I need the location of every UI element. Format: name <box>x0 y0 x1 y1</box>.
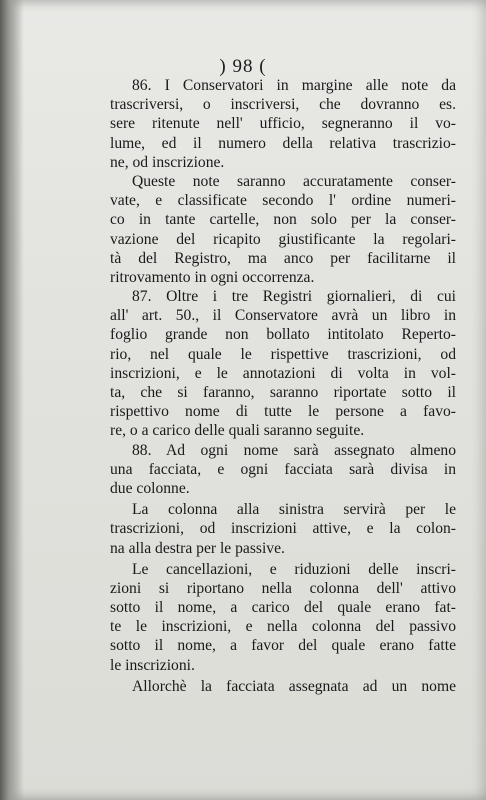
text-line: 88. Ad ogni nome sarà assegnato almeno <box>132 441 456 459</box>
paragraph-note-cartelle <box>110 172 456 287</box>
text-line: ritrovamento in ogni occorrenza. <box>110 268 315 286</box>
text-line: una facciata, e ogni facciata sarà divisa in <box>110 460 456 478</box>
text-line: 87. Oltre i tre Registri giornalieri, di cui <box>132 288 456 306</box>
paragraph-art-86 <box>110 76 456 172</box>
page-number: ) 98 ( <box>219 56 267 77</box>
text-line: La colonna alla sinistra servirà per le <box>132 501 456 519</box>
paragraph-cancellazioni <box>110 560 456 675</box>
text-line: inscrizioni, e le annotazioni di volta in vol- <box>110 364 456 382</box>
text-line: lume, ed il numero della relativa trascrizio- <box>110 134 456 152</box>
text-line: vate, e classificate secondo l' ordine numeri- <box>110 192 456 210</box>
text-line: rispettivo nome di tutte le persone a favo- <box>110 403 456 421</box>
text-line: tà del Registro, ma anco per facilitarne il <box>110 249 456 267</box>
text-line: due colonne. <box>110 479 190 497</box>
text-line: Allorchè la facciata assegnata ad un nome <box>132 677 456 695</box>
paragraph-colonne <box>110 500 456 558</box>
paragraph-art-88 <box>110 441 456 499</box>
text-line: all' art. 50., il Conservatore avrà un libro in <box>110 307 456 325</box>
text-line: zioni si riportano nella colonna dell' attivo <box>110 579 456 597</box>
text-line: 86. I Conservatori in margine alle note da <box>132 77 456 94</box>
text-line: Le cancellazioni, e riduzioni delle inscri- <box>132 560 456 578</box>
paragraph-art-87 <box>110 287 456 441</box>
text-line: co in tante cartelle, non solo per la conser- <box>110 211 456 229</box>
text-line: ta, che si faranno, saranno riportate sotto il <box>110 384 456 401</box>
text-line: Queste note saranno accuratamente conser- <box>132 172 456 190</box>
paragraph-allorche <box>110 677 456 696</box>
text-line: sotto il nome, a favor del quale erano fatte <box>110 637 456 655</box>
text-line: foglio grande non bollato intitolato Reperto- <box>110 326 456 344</box>
text-line: trascrizioni, od inscrizioni attive, e la colon- <box>110 520 456 538</box>
text-line: ne, od inscrizione. <box>110 153 225 171</box>
body-text <box>110 76 456 696</box>
text-line: sere ritenute nell' ufficio, segneranno il vo- <box>110 115 456 133</box>
text-line: rio, nel quale le rispettive trascrizioni, od <box>110 345 456 363</box>
text-line: re, o a carico delle quali saranno seguite. <box>110 422 365 440</box>
page-gutter-shadow <box>0 0 24 800</box>
text-line: le inscrizioni. <box>110 656 195 674</box>
text-line: na alla destra per le passive. <box>110 539 285 557</box>
text-line: vazione del ricapito giustificante la regolari- <box>110 230 456 248</box>
text-line: trascriversi, o inscriversi, che dovranno es. <box>110 96 456 114</box>
text-line: te le inscrizioni, e nella colonna del passivo <box>110 618 456 636</box>
text-line: sotto il nome, a carico del quale erano fat- <box>110 599 456 617</box>
